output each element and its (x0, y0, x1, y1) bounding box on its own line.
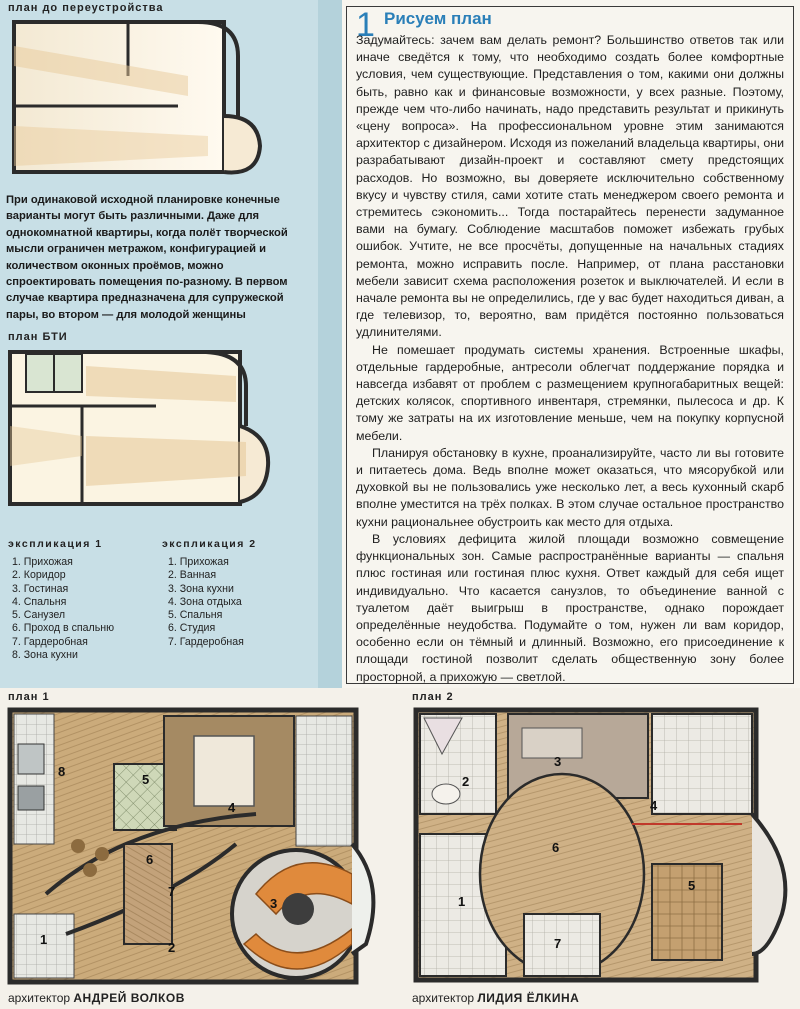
plan-2-room-number: 1 (458, 894, 466, 909)
explication-2-list (168, 556, 308, 649)
plan-1-room-number: 1 (40, 932, 48, 947)
explication-2-item: 2. Ванная (168, 569, 217, 582)
plan-before-label: план до переустройства (8, 2, 164, 14)
plan-1-room-number: 4 (228, 800, 236, 815)
plan-2-label: план 2 (412, 691, 454, 703)
article-paragraph: Планируя обстановку в кухне, проанализируйте, часто ли вы готовите и питаетесь дома. Ведь вполне может оказаться, что мясорубкой или духовкой вы не пользовались уже несколько лет, а весь кухонный скарб вполне уместится на трёх полках. В этом случае остальное пространство кухни рациональнее обустроить как место для отдыха. (356, 445, 784, 529)
explication-1-item: 1. Прихожая (12, 556, 73, 568)
explication-1-item: 7. Гардеробная (12, 635, 88, 648)
architect-prefix: архитектор (8, 991, 71, 1005)
plan-2-drawing (412, 704, 796, 986)
article-heading: Рисуем план (384, 9, 492, 28)
article-paragraph: Задумайтесь: зачем вам делать ремонт? Большинство ответов так или иначе сведётся к тому, что необходимо создать более комфортные условия, чем существующие. Представления о том, какими они должны быть, равно как и финансовые возможности, у всех разные. Поэтому, прежде чем что-либо начинать, надо представить результат и прикинуть «цену вопроса». На профессиональном уровне этим занимаются архитектор с дизайнером. Исходя из пожеланий владельца квартиры, они разрабатывают дизайн-проект и составляют смету предстоящих расходов. Но возможно, вы доверяете исключительно собственному вкусу и чувству стиля, сами хотите стать менеджером своего ремонта и стремитесь сэкономить... Тогда постарайтесь перенести задуманное вами на бумагу. Соблюдение масштабов поможет избежать грубых ошибок. Учтите, не все просчёты, допущенные на начальных стадиях ремонта, можно исправить после. Например, от плана расстановки мебели зависит схема расположения розеток и выключателей. И если в начале ремонта вы не определились, где у вас будет находиться диван, а где телевизор, то, вероятно, вам придётся постоянно пользоваться удлинителями. (356, 33, 784, 340)
plan-1-architect-credit (8, 991, 185, 1005)
plan-1-label: план 1 (8, 691, 50, 703)
plan-2-architect-credit (412, 991, 579, 1005)
explication-2-item: 7. Гардеробная (168, 635, 244, 648)
bti-plan-drawing (6, 346, 272, 518)
explication-1-title: экспликация 1 (8, 538, 103, 550)
plan-2-room-number: 5 (688, 878, 696, 893)
plan-2-room-number: 4 (650, 798, 658, 813)
explication-2-item: 1. Прихожая (168, 556, 229, 568)
explication-1-item: 3. Гостиная (12, 582, 69, 595)
article-body (356, 32, 784, 686)
column-gutter (318, 0, 342, 688)
architect-name: ЛИДИЯ ЁЛКИНА (477, 991, 580, 1005)
explication-1-item: 5. Санузел (12, 609, 66, 622)
plan-2-room-number: 3 (554, 754, 562, 769)
explication-1-item: 4. Спальня (12, 595, 67, 608)
plans-caption: При одинаковой исходной планировке конечные варианты могут быть различными. Даже для однокомнатной квартиры, когда полёт творческой мысли ограничен метражом, конфигурацией и количеством оконных проёмов, можно спроектировать помещения по-разному. В первом случае квартира предназначена для супружеской пары, во втором — для молодой женщины (6, 194, 288, 321)
explication-2-title: экспликация 2 (162, 538, 257, 550)
plan-1-room-number: 8 (58, 764, 66, 779)
plan-1-room-number: 7 (168, 884, 176, 899)
plan-before-drawing (8, 16, 270, 184)
article-paragraph: В условиях дефицита жилой площади возможно совмещение функциональных зон. Самые распространённые варианты — спальня плюс гостиная или гостиная плюс кухня. Ответ каждый для себя ищет индивидуально. Что касается санузлов, то объединение ванной с туалетом даёт выигрыш в пространстве, однако порождает определённые неудобства. Подумайте о том, нужен ли вам коридор, особенно если он тёмный и длинный. Возможно, его присоединение к площади гостиной позволит сделать общественную зону более просторной, а прихожую — светлой. (356, 531, 784, 684)
explication-1-item: 8. Зона кухни (12, 649, 78, 662)
explication-2-item: 4. Зона отдыха (168, 595, 242, 608)
explication-1-item: 2. Коридор (12, 569, 66, 582)
explication-1-list (12, 556, 152, 662)
plan-2-room-number: 7 (554, 936, 562, 951)
plan-2-room-number: 6 (552, 840, 560, 855)
plan-1-room-number: 6 (146, 852, 154, 867)
plan-2-room-number: 2 (462, 774, 470, 789)
plan-1-room-number: 3 (270, 896, 278, 911)
explication-2-item: 3. Зона кухни (168, 582, 234, 595)
bti-plan-label: план БТИ (8, 331, 68, 343)
architect-name: АНДРЕЙ ВОЛКОВ (73, 991, 185, 1005)
plan-1-drawing (6, 704, 390, 986)
plan-1-room-number: 2 (168, 940, 176, 955)
explication-2-item: 6. Студия (168, 622, 216, 635)
article-number: 1 (356, 6, 375, 44)
article-paragraph: Не помешает продумать системы хранения. Встроенные шкафы, отдельные гардеробные, антресоли облегчат поддержание порядка и навсегда избавят от проблем с размещением крупногабаритных вещей: детских колясок, спортивного инвентаря, стремянки, пылесоса и др. К тому же затраты на их изготовление меньше, чем на покупку корпусной мебели. (356, 342, 784, 443)
architect-prefix: архитектор (412, 991, 475, 1005)
plan-1-room-number: 5 (142, 772, 150, 787)
explication-2-item: 5. Спальня (168, 609, 223, 622)
explication-1-item: 6. Проход в спальню (12, 622, 115, 635)
